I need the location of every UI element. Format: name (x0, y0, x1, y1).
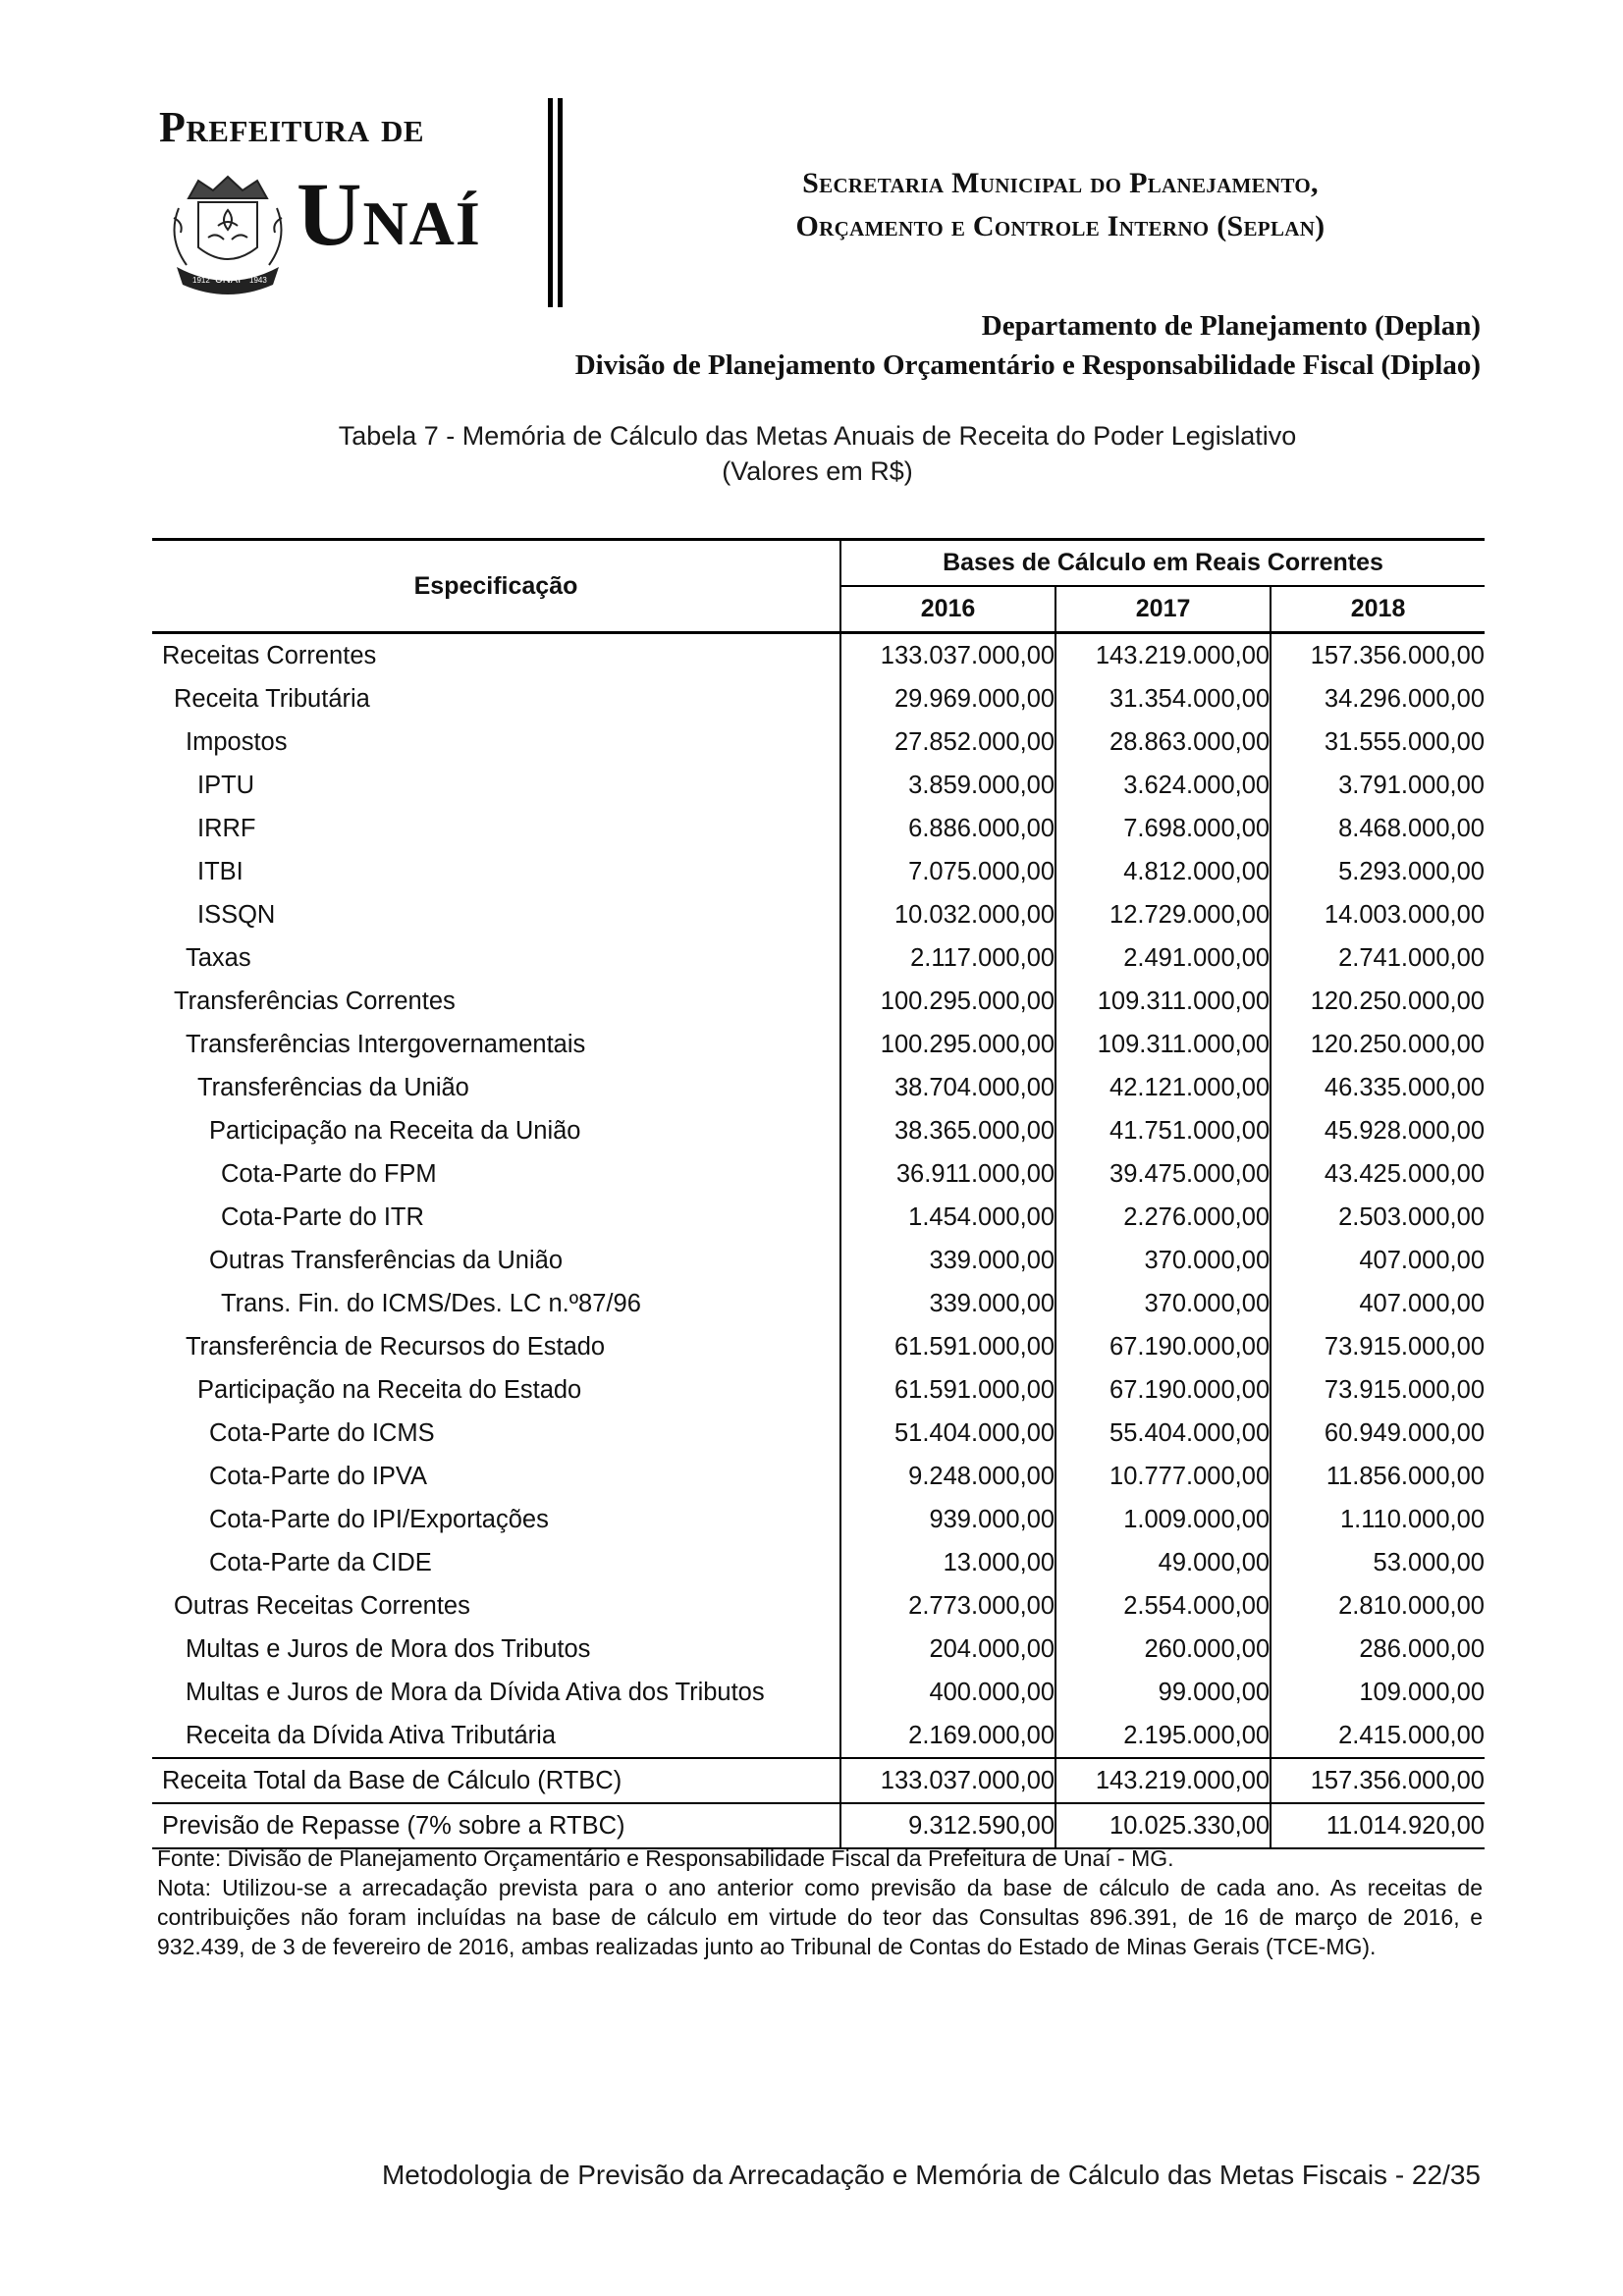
row-label: Cota-Parte do IPVA (209, 1462, 428, 1490)
value-2016: 100.295.000,00 (840, 1023, 1055, 1066)
value-2017: 7.698.000,00 (1055, 807, 1271, 850)
value-2017: 143.219.000,00 (1055, 633, 1271, 678)
value-2016: 339.000,00 (840, 1282, 1055, 1325)
value-2018: 407.000,00 (1271, 1282, 1485, 1325)
logo-row (159, 164, 513, 296)
table-row (152, 980, 1485, 1023)
table-row (152, 1023, 1485, 1066)
row-label: Outras Receitas Correntes (174, 1591, 470, 1620)
value-2017: 109.311.000,00 (1055, 1023, 1271, 1066)
table-row (152, 1325, 1485, 1368)
value-2017: 2.554.000,00 (1055, 1584, 1271, 1628)
value-2017: 12.729.000,00 (1055, 893, 1271, 936)
table-row (152, 1628, 1485, 1671)
value-2017: 10.777.000,00 (1055, 1455, 1271, 1498)
value-2017: 41.751.000,00 (1055, 1109, 1271, 1152)
value-2017: 67.190.000,00 (1055, 1368, 1271, 1412)
row-label: Cota-Parte do IPI/Exportações (209, 1505, 549, 1533)
value-2016: 38.365.000,00 (840, 1109, 1055, 1152)
value-2016: 400.000,00 (840, 1671, 1055, 1714)
value-2018: 157.356.000,00 (1271, 633, 1485, 678)
row-label: Cota-Parte do FPM (221, 1159, 437, 1188)
value-2016: 339.000,00 (840, 1239, 1055, 1282)
row-label: ITBI (197, 857, 243, 885)
table-row (152, 1239, 1485, 1282)
org-title-line2: Unaí (297, 164, 481, 264)
row-label: Transferências Intergovernamentais (186, 1030, 586, 1058)
value-2018: 31.555.000,00 (1271, 721, 1485, 764)
value-2018: 53.000,00 (1271, 1541, 1485, 1584)
value-2017: 49.000,00 (1055, 1541, 1271, 1584)
value-2017: 28.863.000,00 (1055, 721, 1271, 764)
value-2018: 43.425.000,00 (1271, 1152, 1485, 1196)
value-2017: 2.195.000,00 (1055, 1714, 1271, 1758)
department-block (575, 306, 1481, 385)
value-2018: 2.503.000,00 (1271, 1196, 1485, 1239)
header-divider-bar (558, 98, 563, 307)
source-note: Fonte: Divisão de Planejamento Orçamentário e Responsabilidade Fiscal da Prefeitura de Unaí - MG. (157, 1845, 1174, 1871)
secretaria-line1: Secretaria Municipal do Planejamento, (802, 167, 1319, 199)
value-2017: 67.190.000,00 (1055, 1325, 1271, 1368)
table-row (152, 1541, 1485, 1584)
row-label: Multas e Juros de Mora da Dívida Ativa dos Tributos (186, 1678, 765, 1706)
row-label: Impostos (186, 727, 288, 756)
value-2018: 286.000,00 (1271, 1628, 1485, 1671)
value-2016: 36.911.000,00 (840, 1152, 1055, 1196)
value-2016: 9.312.590,00 (840, 1803, 1055, 1848)
value-2017: 143.219.000,00 (1055, 1758, 1271, 1803)
value-2016: 9.248.000,00 (840, 1455, 1055, 1498)
table-row (152, 1498, 1485, 1541)
value-2016: 939.000,00 (840, 1498, 1055, 1541)
table-row (152, 807, 1485, 850)
value-2017: 260.000,00 (1055, 1628, 1271, 1671)
column-header-2017: 2017 (1055, 586, 1271, 633)
table-row (152, 936, 1485, 980)
value-2017: 99.000,00 (1055, 1671, 1271, 1714)
value-2016: 13.000,00 (840, 1541, 1055, 1584)
value-2016: 51.404.000,00 (840, 1412, 1055, 1455)
table-row (152, 677, 1485, 721)
row-label: Multas e Juros de Mora dos Tributos (186, 1634, 591, 1663)
value-2016: 2.773.000,00 (840, 1584, 1055, 1628)
table-row (152, 1455, 1485, 1498)
value-2016: 2.169.000,00 (840, 1714, 1055, 1758)
value-2016: 133.037.000,00 (840, 633, 1055, 678)
column-header-2018: 2018 (1271, 586, 1485, 633)
table-row (152, 1714, 1485, 1758)
value-2018: 2.741.000,00 (1271, 936, 1485, 980)
row-label: Taxas (186, 943, 251, 972)
svg-text:UNAÍ: UNAÍ (214, 274, 242, 286)
table-row (152, 1282, 1485, 1325)
value-2017: 370.000,00 (1055, 1282, 1271, 1325)
row-label: Receita da Dívida Ativa Tributária (186, 1721, 557, 1749)
value-2017: 4.812.000,00 (1055, 850, 1271, 893)
value-2017: 2.276.000,00 (1055, 1196, 1271, 1239)
value-2018: 120.250.000,00 (1271, 980, 1485, 1023)
row-label: Receita Total da Base de Cálculo (RTBC) (152, 1758, 840, 1803)
value-2017: 31.354.000,00 (1055, 677, 1271, 721)
table-row (152, 1671, 1485, 1714)
value-2016: 38.704.000,00 (840, 1066, 1055, 1109)
row-label: Cota-Parte do ICMS (209, 1418, 435, 1447)
row-label: Cota-Parte do ITR (221, 1202, 424, 1231)
table-row (152, 1584, 1485, 1628)
value-2018: 407.000,00 (1271, 1239, 1485, 1282)
table-title: Tabela 7 - Memória de Cálculo das Metas Anuais de Receita do Poder Legislativo (338, 421, 1297, 451)
row-label: Receita Tributária (174, 684, 370, 713)
value-2017: 370.000,00 (1055, 1239, 1271, 1282)
value-2018: 3.791.000,00 (1271, 764, 1485, 807)
row-label: Transferências Correntes (174, 987, 456, 1015)
value-2016: 61.591.000,00 (840, 1368, 1055, 1412)
value-2018: 1.110.000,00 (1271, 1498, 1485, 1541)
header-logo-block (159, 103, 513, 296)
svg-text:1912: 1912 (192, 276, 210, 285)
value-2016: 27.852.000,00 (840, 721, 1055, 764)
column-header-2016: 2016 (840, 586, 1055, 633)
value-2016: 100.295.000,00 (840, 980, 1055, 1023)
row-label: Trans. Fin. do ICMS/Des. LC n.º87/96 (221, 1289, 641, 1317)
value-2016: 1.454.000,00 (840, 1196, 1055, 1239)
value-2016: 2.117.000,00 (840, 936, 1055, 980)
table-notes (157, 1843, 1483, 1961)
svg-text:1943: 1943 (249, 276, 267, 285)
org-title-line1: Prefeitura de (159, 103, 425, 151)
table-row (152, 1196, 1485, 1239)
table-row-total (152, 1758, 1485, 1803)
value-2017: 39.475.000,00 (1055, 1152, 1271, 1196)
value-2018: 11.856.000,00 (1271, 1455, 1485, 1498)
value-2018: 2.415.000,00 (1271, 1714, 1485, 1758)
value-2018: 2.810.000,00 (1271, 1584, 1485, 1628)
page-footer: Metodologia de Previsão da Arrecadação e Memória de Cálculo das Metas Fiscais - 22/35 (381, 2160, 1481, 2190)
table-row (152, 721, 1485, 764)
row-label: Receitas Correntes (162, 641, 377, 669)
column-group-header: Bases de Cálculo em Reais Correntes (840, 540, 1485, 587)
row-label: Cota-Parte da CIDE (209, 1548, 432, 1576)
value-2016: 7.075.000,00 (840, 850, 1055, 893)
value-2018: 109.000,00 (1271, 1671, 1485, 1714)
header-divider-bar (548, 98, 553, 307)
row-label: Outras Transferências da União (209, 1246, 564, 1274)
value-2016: 29.969.000,00 (840, 677, 1055, 721)
departamento: Departamento de Planejamento (Deplan) (981, 310, 1481, 342)
table-row-repasse (152, 1803, 1485, 1848)
table-row (152, 1109, 1485, 1152)
table-row (152, 893, 1485, 936)
value-2017: 55.404.000,00 (1055, 1412, 1271, 1455)
row-label: Participação na Receita do Estado (197, 1375, 582, 1404)
column-header-especificacao: Especificação (152, 540, 840, 633)
value-2018: 120.250.000,00 (1271, 1023, 1485, 1066)
value-2017: 1.009.000,00 (1055, 1498, 1271, 1541)
row-label: ISSQN (197, 900, 276, 929)
table-row (152, 633, 1485, 678)
value-2018: 45.928.000,00 (1271, 1109, 1485, 1152)
row-label: Participação na Receita da União (209, 1116, 581, 1145)
value-2016: 6.886.000,00 (840, 807, 1055, 850)
row-label: Transferências da União (197, 1073, 469, 1101)
value-2018: 14.003.000,00 (1271, 893, 1485, 936)
table-row (152, 1368, 1485, 1412)
table-row (152, 1066, 1485, 1109)
table-caption (147, 418, 1488, 489)
value-2016: 10.032.000,00 (840, 893, 1055, 936)
value-2017: 3.624.000,00 (1055, 764, 1271, 807)
value-2017: 109.311.000,00 (1055, 980, 1271, 1023)
value-2018: 8.468.000,00 (1271, 807, 1485, 850)
value-2016: 133.037.000,00 (840, 1758, 1055, 1803)
value-2017: 10.025.330,00 (1055, 1803, 1271, 1848)
value-2018: 157.356.000,00 (1271, 1758, 1485, 1803)
value-2018: 73.915.000,00 (1271, 1325, 1485, 1368)
value-2018: 34.296.000,00 (1271, 677, 1485, 721)
value-2016: 3.859.000,00 (840, 764, 1055, 807)
row-label: Transferência de Recursos do Estado (186, 1332, 606, 1361)
row-label: IPTU (197, 771, 255, 799)
methodology-note: Nota: Utilizou-se a arrecadação prevista para o ano anterior como previsão da base de cálculo de cada ano. As receitas de contribuições não foram incluídas na base de cálculo em virtude do teor das Consultas 896.391, de 16 de março de 2016, e 932.439, de 3 de fevereiro de 2016, ambas realizadas junto ao Tribunal de Contas do Estado de Minas Gerais (TCE-MG). (157, 1875, 1483, 1959)
divisao: Divisão de Planejamento Orçamentário e Responsabilidade Fiscal (Diplao) (574, 349, 1481, 381)
table-row (152, 1152, 1485, 1196)
value-2018: 60.949.000,00 (1271, 1412, 1485, 1455)
value-2017: 42.121.000,00 (1055, 1066, 1271, 1109)
table-row (152, 850, 1485, 893)
value-2016: 204.000,00 (840, 1628, 1055, 1671)
value-2016: 61.591.000,00 (840, 1325, 1055, 1368)
row-label: IRRF (197, 814, 256, 842)
revenue-table (152, 538, 1485, 1849)
table-row (152, 764, 1485, 807)
value-2017: 2.491.000,00 (1055, 936, 1271, 980)
coat-of-arms-icon (159, 169, 297, 296)
secretaria-title (687, 162, 1434, 248)
table-subtitle: (Valores em R$) (722, 456, 913, 486)
secretaria-line2: Orçamento e Controle Interno (Seplan) (795, 210, 1325, 242)
value-2018: 73.915.000,00 (1271, 1368, 1485, 1412)
value-2018: 5.293.000,00 (1271, 850, 1485, 893)
value-2018: 11.014.920,00 (1271, 1803, 1485, 1848)
table-row (152, 1412, 1485, 1455)
value-2018: 46.335.000,00 (1271, 1066, 1485, 1109)
row-label: Previsão de Repasse (7% sobre a RTBC) (152, 1803, 840, 1848)
